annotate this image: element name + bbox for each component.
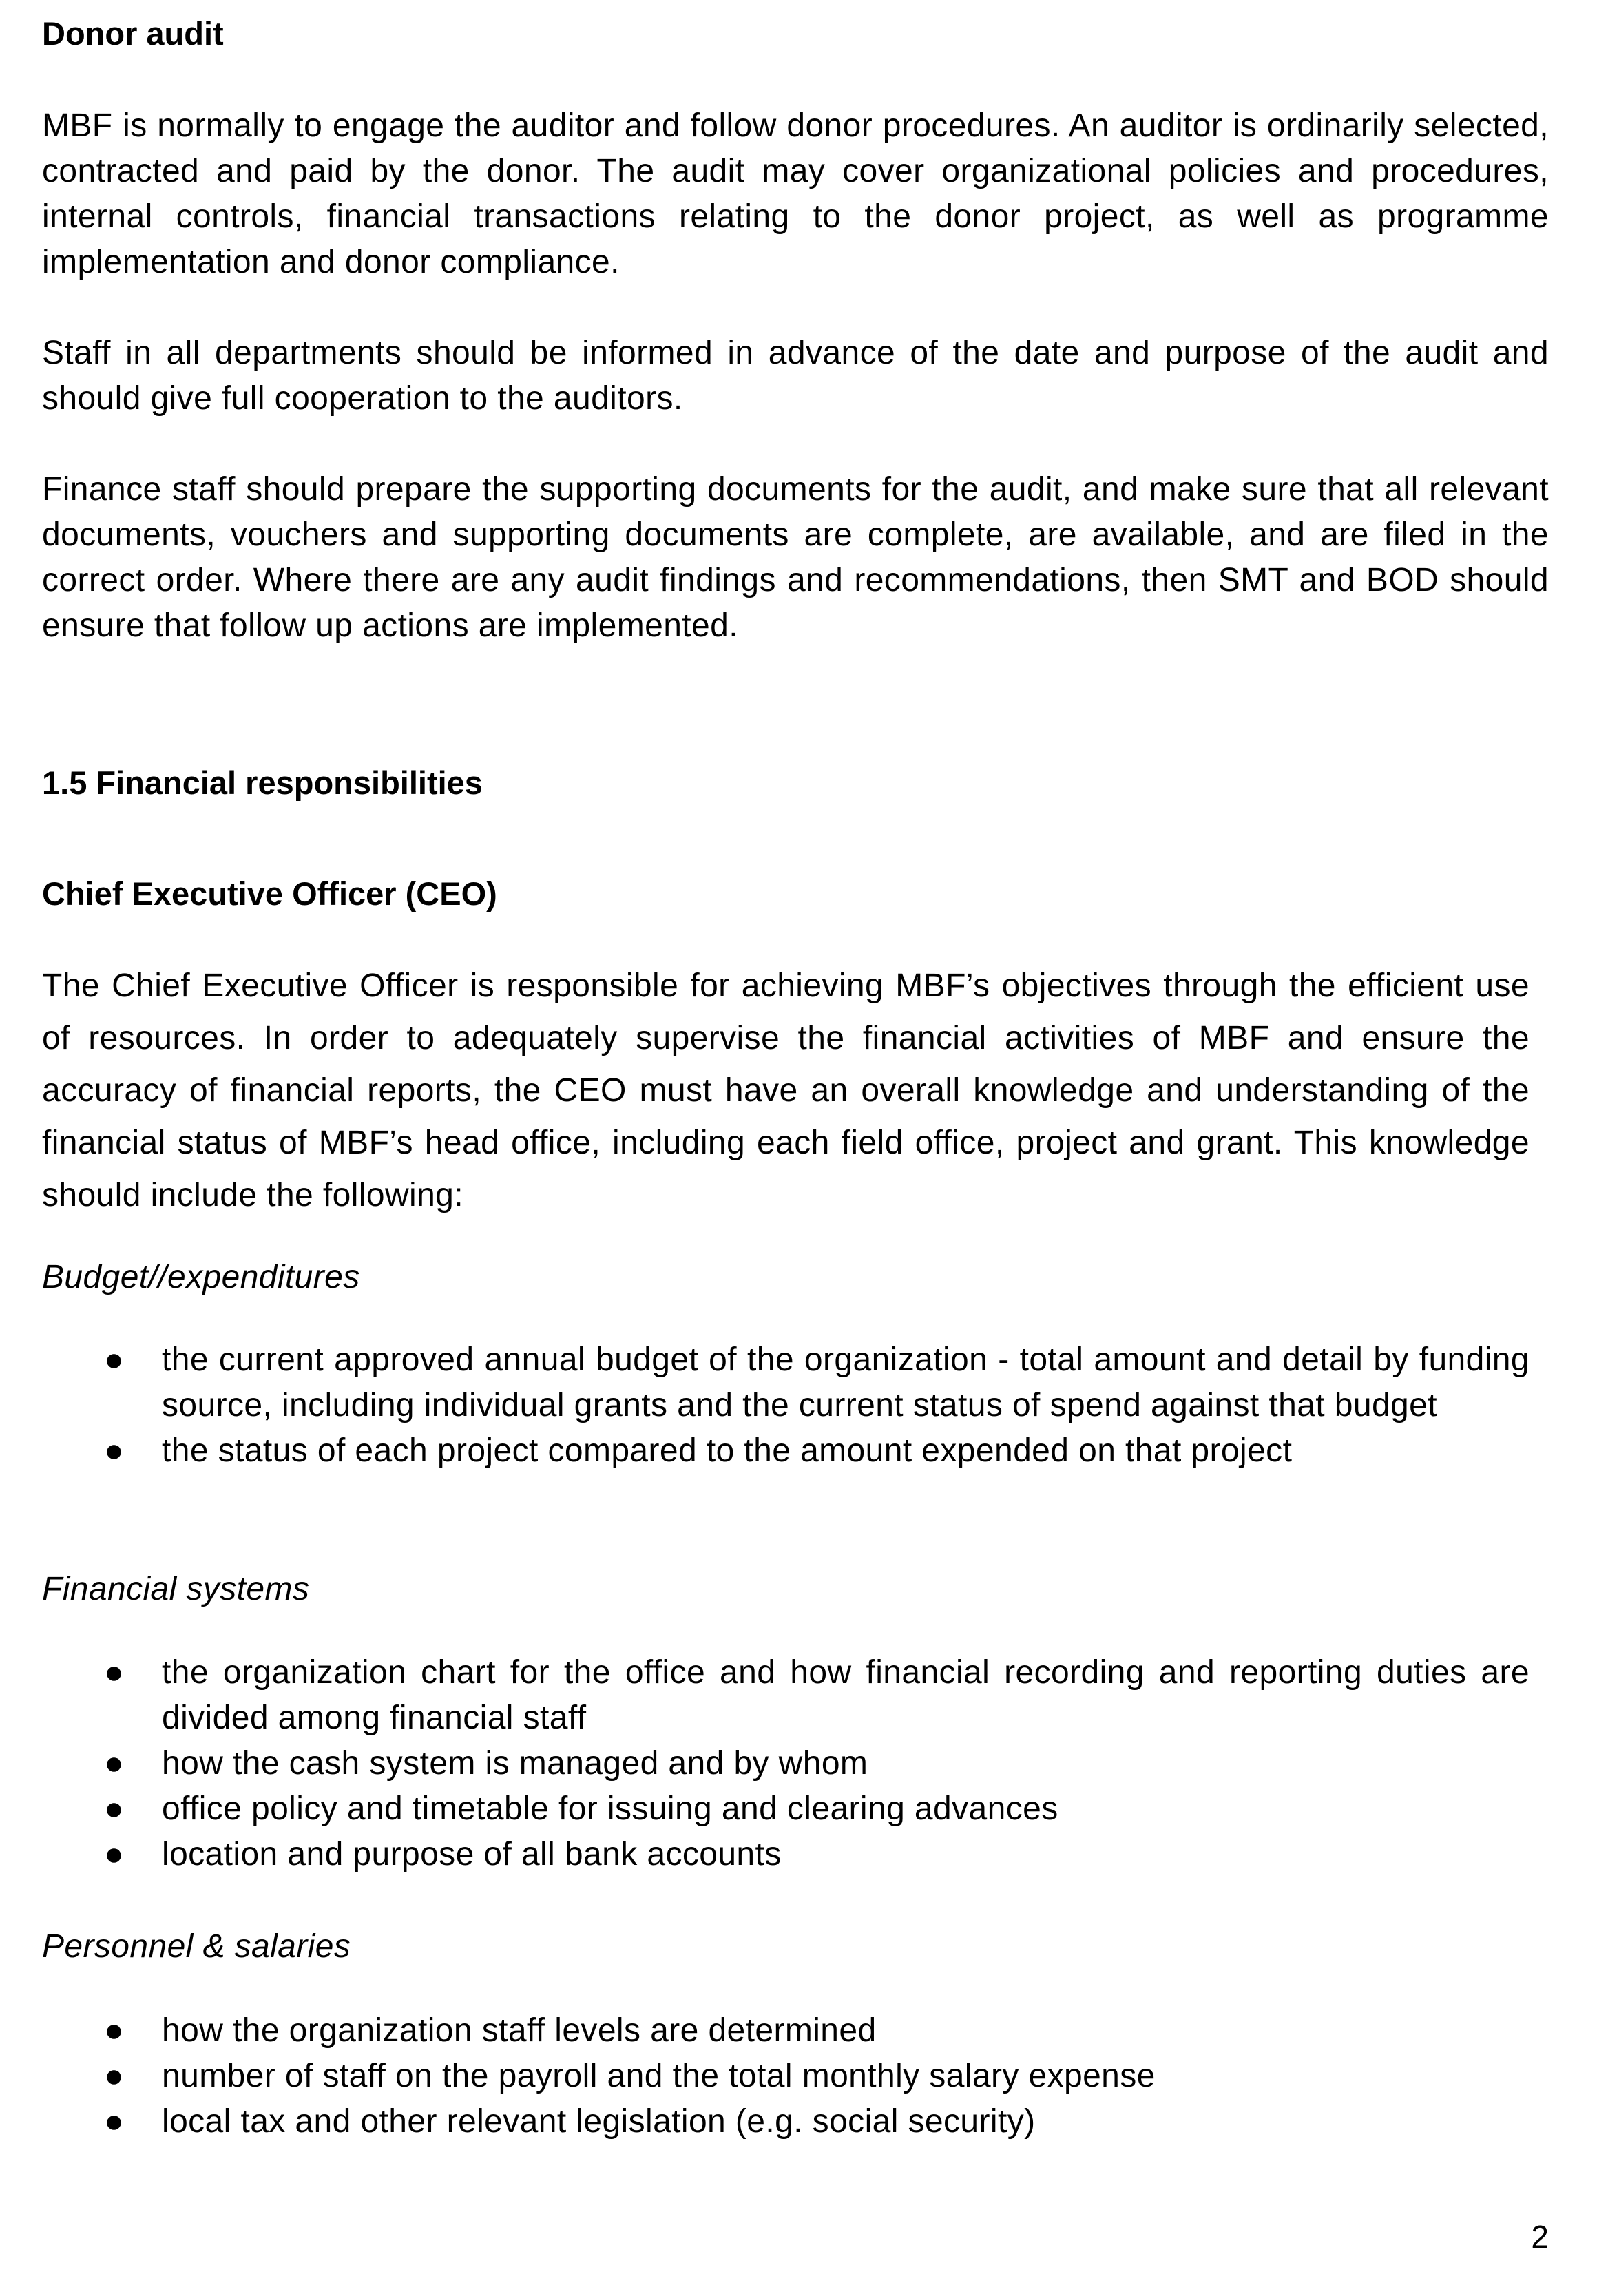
page-number: 2: [1531, 2219, 1549, 2255]
bullet-icon: ●: [104, 2012, 125, 2049]
bullet-icon: ●: [104, 2103, 125, 2140]
ceo-heading: Chief Executive Officer (CEO): [42, 875, 497, 912]
list-item-text: local tax and other relevant legislation (e.g. social security): [162, 2103, 1036, 2140]
list-item-text: how the cash system is managed and by whom: [162, 1745, 868, 1782]
bullet-icon: ●: [104, 1745, 125, 1782]
list-item: [42, 1741, 1529, 1786]
group-title-budget: Budget//expenditures: [42, 1259, 360, 1295]
list-item-text: the status of each project compared to the amount expended on that project: [162, 1432, 1293, 1469]
donor-audit-heading: Donor audit: [42, 15, 224, 52]
bullet-icon: ●: [104, 1654, 125, 1691]
financial-systems-list: [42, 1650, 1529, 1877]
list-item: [42, 2008, 1529, 2054]
list-item: [42, 1337, 1529, 1428]
list-item-text: the current approved annual budget of the organization - total amount and detail by funding source, including individual grants and the current status of spend against that budget: [162, 1342, 1529, 1423]
list-item-text: office policy and timetable for issuing and clearing advances: [162, 1791, 1058, 1827]
ceo-intro-paragraph: The Chief Executive Officer is responsible for achieving MBF’s objectives through the efficient use of resources. In order to adequately supervise the financial activities of MBF and ensure the accuracy of financial reports, the CEO must have an overall knowledge and understanding of the financial status of MBF’s head office, including each field office, project and grant. This knowledge should include the following:: [42, 968, 1529, 1213]
bullet-icon: ●: [104, 1836, 125, 1872]
list-item-text: how the organization staff levels are determined: [162, 2012, 877, 2049]
donor-audit-paragraph-2: Staff in all departments should be informed in advance of the date and purpose of the audit and should give full cooperation to the auditors.: [42, 335, 1549, 417]
bullet-icon: ●: [104, 1791, 125, 1827]
bullet-icon: ●: [104, 2058, 125, 2094]
bullet-icon: ●: [104, 1432, 125, 1469]
list-item: [42, 1786, 1529, 1832]
group-title-financial-systems: Financial systems: [42, 1571, 310, 1607]
list-item-text: the organization chart for the office and how financial recording and reporting duties are divided among financial staff: [162, 1654, 1529, 1736]
list-item: [42, 1650, 1529, 1741]
donor-audit-paragraph-3: Finance staff should prepare the supporting documents for the audit, and make sure that all relevant documents, vouchers and supporting documents are complete, are available, and are filed in the correct order. Where there are any audit findings and recommendations, then SMT and BOD should ensure that follow up actions are implemented.: [42, 471, 1549, 644]
list-item-text: number of staff on the payroll and the total monthly salary expense: [162, 2058, 1156, 2094]
donor-audit-paragraph-1: MBF is normally to engage the auditor and follow donor procedures. An auditor is ordinarily selected, contracted and paid by the donor. The audit may cover organizational policies and procedures, internal controls, financial transactions relating to the donor project, as well as programme implementation and donor compliance.: [42, 107, 1549, 280]
list-item-text: location and purpose of all bank accounts: [162, 1836, 782, 1872]
budget-list: [42, 1337, 1529, 1474]
list-item: [42, 2054, 1529, 2099]
group-title-personnel: Personnel & salaries: [42, 1928, 351, 1965]
list-item: [42, 2099, 1529, 2144]
section-heading: 1.5 Financial responsibilities: [42, 764, 483, 801]
bullet-icon: ●: [104, 1342, 125, 1378]
list-item: [42, 1428, 1529, 1474]
personnel-list: [42, 2008, 1529, 2144]
list-item: [42, 1832, 1529, 1877]
